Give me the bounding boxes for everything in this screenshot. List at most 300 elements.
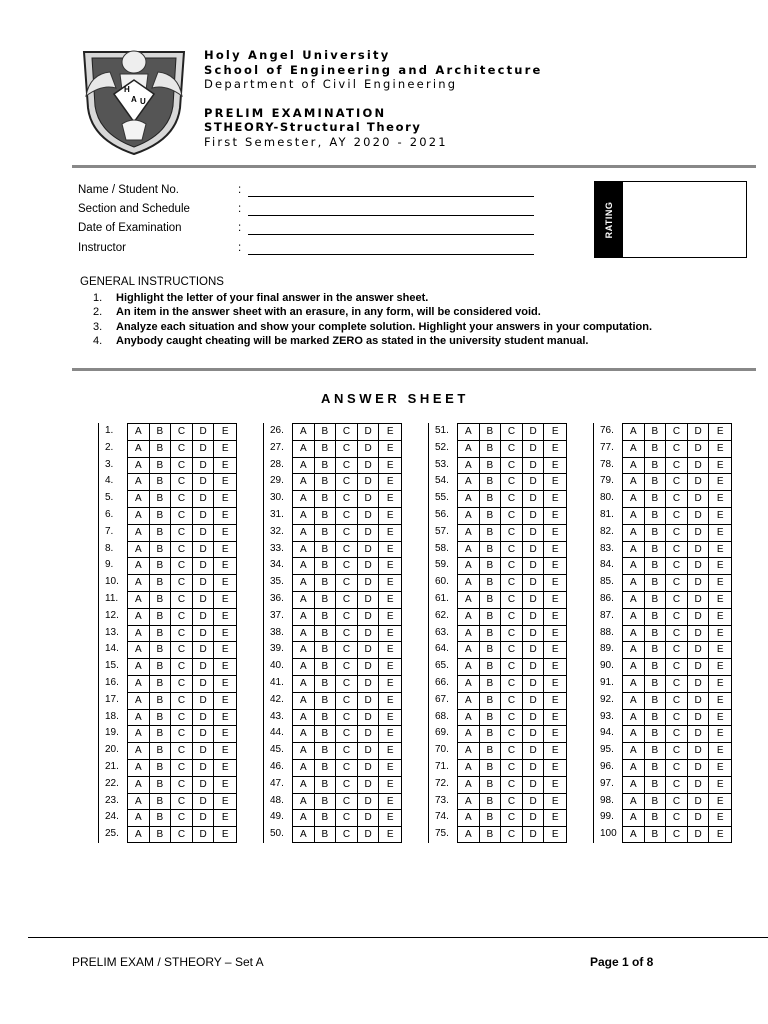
option-b[interactable]: B bbox=[150, 810, 172, 826]
option-c[interactable]: C bbox=[171, 642, 193, 658]
option-d[interactable]: D bbox=[358, 642, 380, 658]
option-c[interactable]: C bbox=[501, 592, 523, 608]
option-a[interactable]: A bbox=[128, 592, 150, 608]
option-b[interactable]: B bbox=[315, 626, 337, 642]
option-c[interactable]: C bbox=[501, 609, 523, 625]
option-a[interactable]: A bbox=[128, 525, 150, 541]
option-c[interactable]: C bbox=[171, 491, 193, 507]
option-c[interactable]: C bbox=[336, 743, 358, 759]
option-e[interactable]: E bbox=[716, 510, 724, 521]
option-a[interactable]: A bbox=[293, 642, 315, 658]
option-b[interactable]: B bbox=[150, 441, 172, 457]
option-d[interactable]: D bbox=[523, 424, 545, 440]
option-b[interactable]: B bbox=[315, 558, 337, 574]
option-a[interactable]: A bbox=[128, 626, 150, 642]
option-b[interactable]: B bbox=[315, 508, 337, 524]
option-d[interactable]: D bbox=[523, 693, 545, 709]
option-e[interactable]: E bbox=[551, 812, 559, 824]
option-a[interactable]: A bbox=[458, 710, 480, 726]
option-a[interactable]: A bbox=[128, 810, 150, 826]
option-d[interactable]: D bbox=[358, 794, 380, 810]
option-e[interactable]: E bbox=[716, 778, 724, 790]
option-b[interactable]: B bbox=[645, 827, 667, 843]
option-c[interactable]: C bbox=[501, 424, 523, 440]
option-c[interactable]: C bbox=[501, 525, 523, 541]
option-a[interactable]: A bbox=[128, 760, 150, 776]
option-e[interactable]: E bbox=[716, 442, 724, 454]
option-c[interactable]: C bbox=[171, 794, 193, 810]
option-c[interactable]: C bbox=[336, 424, 358, 440]
option-e[interactable]: E bbox=[221, 829, 229, 841]
option-d[interactable]: D bbox=[523, 659, 545, 675]
option-d[interactable]: D bbox=[688, 693, 710, 709]
option-c[interactable]: C bbox=[336, 458, 358, 474]
option-c[interactable]: C bbox=[666, 474, 688, 490]
option-d[interactable]: D bbox=[193, 626, 215, 642]
option-e[interactable]: E bbox=[716, 745, 724, 757]
option-a[interactable]: A bbox=[293, 592, 315, 608]
option-b[interactable]: B bbox=[645, 693, 667, 709]
option-b[interactable]: B bbox=[480, 777, 502, 793]
option-e[interactable]: E bbox=[716, 728, 724, 740]
option-b[interactable]: B bbox=[315, 777, 337, 793]
option-d[interactable]: D bbox=[193, 760, 215, 776]
option-e[interactable]: E bbox=[716, 795, 724, 807]
option-a[interactable]: A bbox=[128, 743, 150, 759]
option-b[interactable]: B bbox=[150, 710, 172, 726]
option-e[interactable]: E bbox=[551, 543, 559, 555]
option-d[interactable]: D bbox=[688, 542, 710, 558]
option-e[interactable]: E bbox=[221, 728, 229, 740]
option-b[interactable]: B bbox=[480, 659, 502, 675]
option-c[interactable]: C bbox=[666, 760, 688, 776]
option-d[interactable]: D bbox=[193, 441, 215, 457]
option-b[interactable]: B bbox=[315, 827, 337, 843]
option-c[interactable]: C bbox=[501, 558, 523, 574]
option-b[interactable]: B bbox=[315, 810, 337, 826]
option-a[interactable]: A bbox=[458, 626, 480, 642]
option-b[interactable]: B bbox=[315, 794, 337, 810]
option-a[interactable]: A bbox=[458, 525, 480, 541]
option-b[interactable]: B bbox=[315, 491, 337, 507]
option-a[interactable]: A bbox=[458, 693, 480, 709]
option-d[interactable]: D bbox=[358, 542, 380, 558]
option-a[interactable]: A bbox=[623, 642, 645, 658]
option-a[interactable]: A bbox=[128, 777, 150, 793]
option-a[interactable]: A bbox=[623, 491, 645, 507]
option-d[interactable]: D bbox=[523, 726, 545, 742]
option-b[interactable]: B bbox=[480, 827, 502, 843]
option-c[interactable]: C bbox=[501, 827, 523, 843]
option-a[interactable]: A bbox=[458, 575, 480, 591]
option-b[interactable]: B bbox=[645, 441, 667, 457]
option-c[interactable]: C bbox=[666, 491, 688, 507]
option-a[interactable]: A bbox=[623, 810, 645, 826]
option-b[interactable]: B bbox=[645, 777, 667, 793]
option-c[interactable]: C bbox=[336, 575, 358, 591]
option-e[interactable]: E bbox=[716, 812, 724, 824]
option-d[interactable]: D bbox=[523, 441, 545, 457]
option-d[interactable]: D bbox=[193, 676, 215, 692]
option-a[interactable]: A bbox=[458, 458, 480, 474]
option-c[interactable]: C bbox=[171, 626, 193, 642]
option-b[interactable]: B bbox=[150, 760, 172, 776]
option-e[interactable]: E bbox=[551, 644, 559, 656]
option-d[interactable]: D bbox=[688, 726, 710, 742]
option-d[interactable]: D bbox=[193, 542, 215, 558]
option-e[interactable]: E bbox=[716, 577, 724, 589]
option-e[interactable]: E bbox=[386, 442, 394, 454]
option-b[interactable]: B bbox=[645, 626, 667, 642]
option-e[interactable]: E bbox=[386, 711, 394, 723]
option-e[interactable]: E bbox=[221, 442, 229, 454]
option-c[interactable]: C bbox=[501, 542, 523, 558]
option-a[interactable]: A bbox=[293, 693, 315, 709]
option-c[interactable]: C bbox=[171, 592, 193, 608]
option-c[interactable]: C bbox=[336, 659, 358, 675]
option-a[interactable]: A bbox=[128, 693, 150, 709]
option-b[interactable]: B bbox=[645, 609, 667, 625]
option-b[interactable]: B bbox=[645, 575, 667, 591]
option-b[interactable]: B bbox=[150, 726, 172, 742]
option-b[interactable]: B bbox=[645, 491, 667, 507]
option-c[interactable]: C bbox=[336, 525, 358, 541]
option-b[interactable]: B bbox=[315, 592, 337, 608]
option-a[interactable]: A bbox=[623, 575, 645, 591]
option-e[interactable]: E bbox=[386, 812, 394, 824]
option-c[interactable]: C bbox=[336, 693, 358, 709]
option-a[interactable]: A bbox=[458, 726, 480, 742]
option-b[interactable]: B bbox=[150, 474, 172, 490]
option-c[interactable]: C bbox=[666, 794, 688, 810]
option-b[interactable]: B bbox=[315, 743, 337, 759]
option-e[interactable]: E bbox=[386, 594, 394, 605]
option-b[interactable]: B bbox=[645, 642, 667, 658]
option-b[interactable]: B bbox=[645, 525, 667, 541]
option-a[interactable]: A bbox=[623, 710, 645, 726]
option-b[interactable]: B bbox=[480, 592, 502, 608]
option-d[interactable]: D bbox=[193, 827, 215, 843]
option-d[interactable]: D bbox=[193, 743, 215, 759]
option-b[interactable]: B bbox=[480, 626, 502, 642]
option-c[interactable]: C bbox=[336, 810, 358, 826]
option-a[interactable]: A bbox=[458, 810, 480, 826]
option-e[interactable]: E bbox=[221, 426, 229, 437]
option-a[interactable]: A bbox=[458, 794, 480, 810]
option-b[interactable]: B bbox=[645, 676, 667, 692]
option-a[interactable]: A bbox=[128, 609, 150, 625]
option-c[interactable]: C bbox=[501, 743, 523, 759]
option-c[interactable]: C bbox=[666, 558, 688, 574]
option-e[interactable]: E bbox=[551, 795, 559, 807]
option-d[interactable]: D bbox=[688, 441, 710, 457]
option-c[interactable]: C bbox=[501, 794, 523, 810]
option-e[interactable]: E bbox=[221, 762, 229, 773]
option-c[interactable]: C bbox=[666, 542, 688, 558]
option-a[interactable]: A bbox=[293, 710, 315, 726]
option-a[interactable]: A bbox=[623, 726, 645, 742]
option-a[interactable]: A bbox=[128, 676, 150, 692]
option-e[interactable]: E bbox=[716, 476, 724, 488]
option-d[interactable]: D bbox=[358, 710, 380, 726]
option-a[interactable]: A bbox=[623, 458, 645, 474]
option-b[interactable]: B bbox=[480, 760, 502, 776]
option-c[interactable]: C bbox=[666, 827, 688, 843]
option-e[interactable]: E bbox=[716, 526, 724, 538]
option-b[interactable]: B bbox=[150, 609, 172, 625]
option-c[interactable]: C bbox=[171, 558, 193, 574]
instructor-field[interactable] bbox=[248, 254, 534, 255]
option-a[interactable]: A bbox=[128, 642, 150, 658]
option-d[interactable]: D bbox=[358, 743, 380, 759]
option-e[interactable]: E bbox=[386, 644, 394, 656]
option-d[interactable]: D bbox=[358, 441, 380, 457]
option-c[interactable]: C bbox=[666, 575, 688, 591]
option-e[interactable]: E bbox=[551, 526, 559, 538]
option-e[interactable]: E bbox=[551, 594, 559, 605]
option-a[interactable]: A bbox=[128, 474, 150, 490]
option-b[interactable]: B bbox=[480, 810, 502, 826]
option-c[interactable]: C bbox=[501, 777, 523, 793]
option-d[interactable]: D bbox=[523, 491, 545, 507]
option-c[interactable]: C bbox=[171, 659, 193, 675]
option-c[interactable]: C bbox=[666, 810, 688, 826]
option-d[interactable]: D bbox=[688, 676, 710, 692]
option-b[interactable]: B bbox=[150, 794, 172, 810]
option-a[interactable]: A bbox=[623, 609, 645, 625]
option-e[interactable]: E bbox=[221, 493, 229, 505]
option-e[interactable]: E bbox=[386, 610, 394, 622]
option-d[interactable]: D bbox=[358, 676, 380, 692]
option-b[interactable]: B bbox=[480, 726, 502, 742]
option-a[interactable]: A bbox=[293, 558, 315, 574]
option-e[interactable]: E bbox=[551, 829, 559, 841]
option-a[interactable]: A bbox=[458, 642, 480, 658]
option-b[interactable]: B bbox=[645, 542, 667, 558]
option-c[interactable]: C bbox=[666, 676, 688, 692]
option-c[interactable]: C bbox=[666, 710, 688, 726]
option-b[interactable]: B bbox=[315, 474, 337, 490]
option-e[interactable]: E bbox=[716, 459, 724, 471]
option-b[interactable]: B bbox=[315, 458, 337, 474]
option-d[interactable]: D bbox=[358, 424, 380, 440]
option-c[interactable]: C bbox=[171, 726, 193, 742]
option-b[interactable]: B bbox=[645, 558, 667, 574]
option-c[interactable]: C bbox=[171, 676, 193, 692]
option-e[interactable]: E bbox=[551, 560, 559, 572]
option-e[interactable]: E bbox=[386, 694, 394, 706]
option-d[interactable]: D bbox=[193, 424, 215, 440]
option-c[interactable]: C bbox=[171, 827, 193, 843]
option-a[interactable]: A bbox=[458, 474, 480, 490]
option-c[interactable]: C bbox=[501, 508, 523, 524]
option-d[interactable]: D bbox=[523, 592, 545, 608]
option-c[interactable]: C bbox=[666, 642, 688, 658]
option-b[interactable]: B bbox=[645, 659, 667, 675]
option-b[interactable]: B bbox=[645, 743, 667, 759]
rating-box[interactable] bbox=[594, 181, 747, 258]
option-b[interactable]: B bbox=[645, 794, 667, 810]
option-e[interactable]: E bbox=[716, 543, 724, 555]
option-c[interactable]: C bbox=[666, 659, 688, 675]
option-d[interactable]: D bbox=[523, 827, 545, 843]
option-b[interactable]: B bbox=[150, 659, 172, 675]
option-e[interactable]: E bbox=[716, 627, 724, 639]
option-d[interactable]: D bbox=[358, 592, 380, 608]
option-d[interactable]: D bbox=[193, 693, 215, 709]
option-b[interactable]: B bbox=[150, 458, 172, 474]
option-e[interactable]: E bbox=[221, 543, 229, 555]
option-c[interactable]: C bbox=[336, 558, 358, 574]
option-b[interactable]: B bbox=[315, 441, 337, 457]
option-a[interactable]: A bbox=[458, 609, 480, 625]
option-b[interactable]: B bbox=[150, 676, 172, 692]
option-c[interactable]: C bbox=[501, 760, 523, 776]
option-d[interactable]: D bbox=[688, 710, 710, 726]
option-a[interactable]: A bbox=[128, 508, 150, 524]
option-e[interactable]: E bbox=[386, 510, 394, 521]
option-a[interactable]: A bbox=[128, 710, 150, 726]
option-e[interactable]: E bbox=[551, 577, 559, 589]
option-c[interactable]: C bbox=[666, 743, 688, 759]
option-e[interactable]: E bbox=[221, 661, 229, 673]
option-d[interactable]: D bbox=[193, 508, 215, 524]
option-a[interactable]: A bbox=[293, 441, 315, 457]
option-e[interactable]: E bbox=[551, 610, 559, 622]
option-a[interactable]: A bbox=[623, 693, 645, 709]
option-b[interactable]: B bbox=[480, 575, 502, 591]
option-c[interactable]: C bbox=[171, 710, 193, 726]
option-c[interactable]: C bbox=[171, 693, 193, 709]
option-b[interactable]: B bbox=[150, 491, 172, 507]
option-b[interactable]: B bbox=[150, 777, 172, 793]
option-d[interactable]: D bbox=[688, 508, 710, 524]
option-e[interactable]: E bbox=[716, 594, 724, 605]
option-d[interactable]: D bbox=[193, 525, 215, 541]
option-b[interactable]: B bbox=[315, 676, 337, 692]
option-b[interactable]: B bbox=[315, 575, 337, 591]
option-b[interactable]: B bbox=[150, 575, 172, 591]
option-d[interactable]: D bbox=[523, 558, 545, 574]
option-c[interactable]: C bbox=[501, 474, 523, 490]
date-field[interactable] bbox=[248, 234, 534, 235]
option-c[interactable]: C bbox=[336, 760, 358, 776]
option-d[interactable]: D bbox=[523, 810, 545, 826]
option-a[interactable]: A bbox=[623, 760, 645, 776]
option-c[interactable]: C bbox=[336, 609, 358, 625]
option-d[interactable]: D bbox=[358, 760, 380, 776]
option-d[interactable]: D bbox=[523, 525, 545, 541]
option-c[interactable]: C bbox=[666, 726, 688, 742]
option-d[interactable]: D bbox=[523, 760, 545, 776]
option-c[interactable]: C bbox=[336, 642, 358, 658]
option-c[interactable]: C bbox=[501, 726, 523, 742]
option-b[interactable]: B bbox=[480, 474, 502, 490]
option-e[interactable]: E bbox=[386, 678, 394, 689]
name-field[interactable] bbox=[248, 196, 534, 197]
option-b[interactable]: B bbox=[480, 710, 502, 726]
option-d[interactable]: D bbox=[688, 827, 710, 843]
option-d[interactable]: D bbox=[523, 508, 545, 524]
option-d[interactable]: D bbox=[523, 609, 545, 625]
option-e[interactable]: E bbox=[386, 829, 394, 841]
option-a[interactable]: A bbox=[623, 626, 645, 642]
option-a[interactable]: A bbox=[293, 827, 315, 843]
option-a[interactable]: A bbox=[623, 794, 645, 810]
option-d[interactable]: D bbox=[688, 458, 710, 474]
option-e[interactable]: E bbox=[716, 762, 724, 773]
option-c[interactable]: C bbox=[666, 458, 688, 474]
option-c[interactable]: C bbox=[666, 693, 688, 709]
option-e[interactable]: E bbox=[716, 829, 724, 841]
option-b[interactable]: B bbox=[480, 424, 502, 440]
option-e[interactable]: E bbox=[551, 442, 559, 454]
option-c[interactable]: C bbox=[501, 575, 523, 591]
option-c[interactable]: C bbox=[666, 441, 688, 457]
option-c[interactable]: C bbox=[171, 542, 193, 558]
option-d[interactable]: D bbox=[688, 609, 710, 625]
option-c[interactable]: C bbox=[171, 424, 193, 440]
option-c[interactable]: C bbox=[171, 441, 193, 457]
option-c[interactable]: C bbox=[666, 777, 688, 793]
option-a[interactable]: A bbox=[128, 491, 150, 507]
option-b[interactable]: B bbox=[480, 743, 502, 759]
option-a[interactable]: A bbox=[293, 491, 315, 507]
option-b[interactable]: B bbox=[150, 424, 172, 440]
option-e[interactable]: E bbox=[551, 728, 559, 740]
option-e[interactable]: E bbox=[221, 745, 229, 757]
option-a[interactable]: A bbox=[623, 474, 645, 490]
option-d[interactable]: D bbox=[688, 642, 710, 658]
option-b[interactable]: B bbox=[645, 474, 667, 490]
option-d[interactable]: D bbox=[358, 474, 380, 490]
option-d[interactable]: D bbox=[193, 777, 215, 793]
option-d[interactable]: D bbox=[523, 542, 545, 558]
option-b[interactable]: B bbox=[645, 592, 667, 608]
option-d[interactable]: D bbox=[523, 626, 545, 642]
option-a[interactable]: A bbox=[458, 676, 480, 692]
option-d[interactable]: D bbox=[193, 558, 215, 574]
option-e[interactable]: E bbox=[551, 459, 559, 471]
option-b[interactable]: B bbox=[480, 794, 502, 810]
option-e[interactable]: E bbox=[551, 661, 559, 673]
option-a[interactable]: A bbox=[128, 827, 150, 843]
option-d[interactable]: D bbox=[688, 592, 710, 608]
option-c[interactable]: C bbox=[501, 642, 523, 658]
option-b[interactable]: B bbox=[480, 693, 502, 709]
option-d[interactable]: D bbox=[523, 642, 545, 658]
option-d[interactable]: D bbox=[688, 760, 710, 776]
option-a[interactable]: A bbox=[623, 525, 645, 541]
option-b[interactable]: B bbox=[150, 743, 172, 759]
option-a[interactable]: A bbox=[293, 743, 315, 759]
option-b[interactable]: B bbox=[315, 710, 337, 726]
option-b[interactable]: B bbox=[315, 424, 337, 440]
option-d[interactable]: D bbox=[193, 609, 215, 625]
option-b[interactable]: B bbox=[645, 726, 667, 742]
option-e[interactable]: E bbox=[386, 577, 394, 589]
option-c[interactable]: C bbox=[336, 710, 358, 726]
option-a[interactable]: A bbox=[293, 676, 315, 692]
option-e[interactable]: E bbox=[221, 795, 229, 807]
option-e[interactable]: E bbox=[551, 476, 559, 488]
option-d[interactable]: D bbox=[358, 458, 380, 474]
option-c[interactable]: C bbox=[336, 827, 358, 843]
option-d[interactable]: D bbox=[523, 710, 545, 726]
option-e[interactable]: E bbox=[716, 644, 724, 656]
option-a[interactable]: A bbox=[293, 609, 315, 625]
option-e[interactable]: E bbox=[551, 493, 559, 505]
